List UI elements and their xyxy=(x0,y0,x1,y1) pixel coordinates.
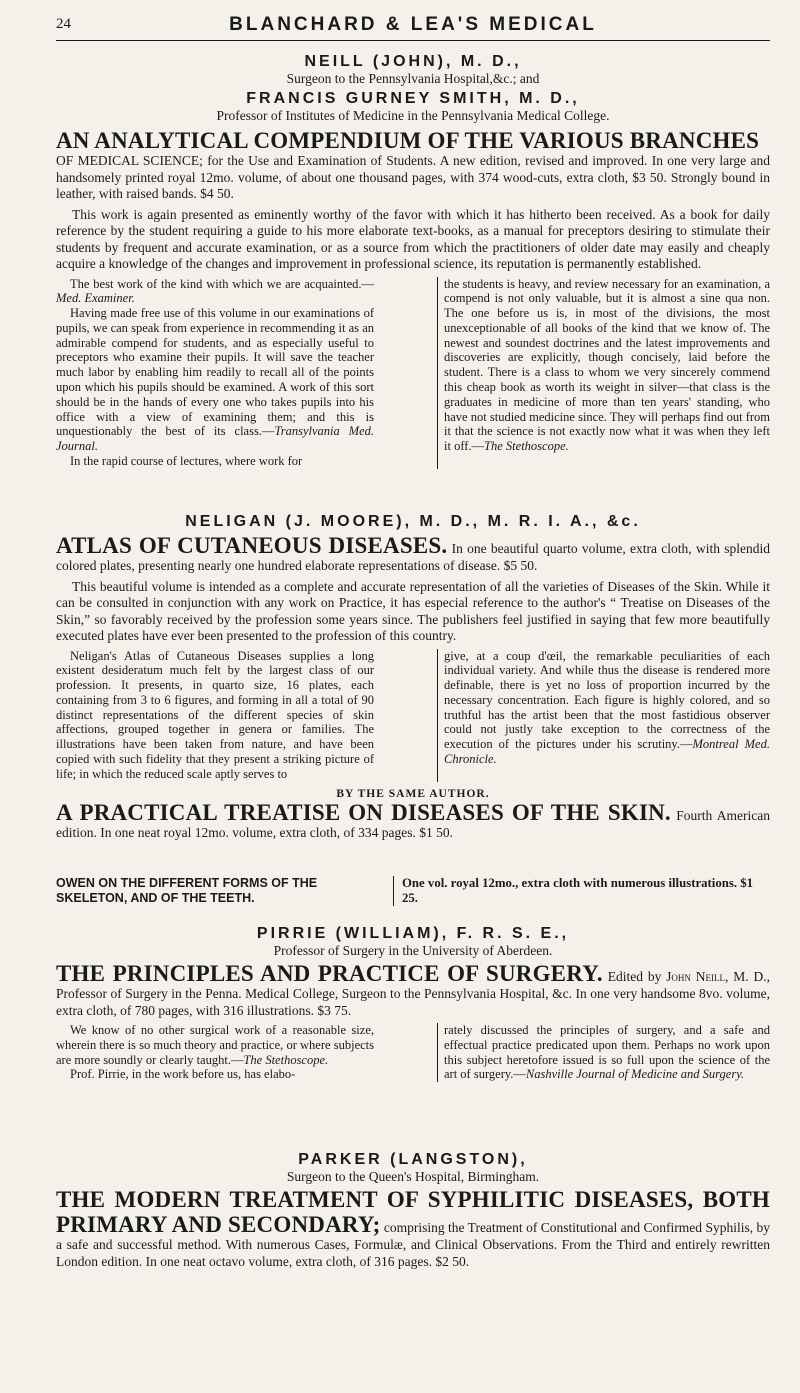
review-columns xyxy=(56,1023,770,1082)
book-title: THE PRINCIPLES AND PRACTICE OF SURGERY. xyxy=(56,961,603,986)
author-affiliation: Surgeon to the Queen's Hospital, Birmingham. xyxy=(286,1169,540,1184)
entry-parker xyxy=(56,1150,770,1270)
review-source: The Stethoscope. xyxy=(243,1052,329,1067)
review-text: We know of no other surgical work of a reasonable size, wherein there is so much theory and practice, or where subjects are more soundly or clearly taught.—The Stethoscope. xyxy=(56,1023,374,1067)
coauthor-affiliation: Professor of Institutes of Medicine in the Pennsylvania Medical College. xyxy=(216,108,610,123)
book-title: OWEN ON THE DIFFERENT FORMS OF THE SKELETON, AND OF THE TEETH. xyxy=(56,876,394,906)
review-columns xyxy=(56,649,770,782)
book-title: ATLAS OF CUTANEOUS DISEASES. xyxy=(56,533,448,558)
running-head xyxy=(56,14,770,41)
review-columns xyxy=(56,277,770,469)
book-title: THE MODERN TREATMENT OF SYPHILITIC DISEASES, BOTH PRIMARY AND SECONDARY; xyxy=(56,1187,770,1237)
same-author-label: BY THE SAME AUTHOR. xyxy=(336,787,490,800)
entry-neligan xyxy=(56,512,770,841)
author-name: PARKER (LANGSTON), xyxy=(298,1151,528,1168)
book-intro: This work is again presented as eminently worthy of the favor with which it has hitherto been received. As a book for daily reference by the student requiring a guide to his more elaborate text-books, as a manual for preceptors desiring to stimulate their students by frequent and accurate examination, or as a source from which the practitioners of older date may easily and cheaply acquire a knowledge of the changes and improvement in professional science, its reputation is permanently established. xyxy=(56,206,770,271)
author-affiliation: Surgeon to the Pennsylvania Hospital,&c.; and xyxy=(286,71,540,86)
review-column-right xyxy=(437,649,770,782)
review-text: Prof. Pirrie, in the work before us, has elabo- xyxy=(70,1067,296,1082)
review-text: In the rapid course of lectures, where work for xyxy=(70,454,303,469)
book-description: OF MEDICAL SCIENCE; for the Use and Examination of Students. A new edition, revised and improved. In one very large and handsomely printed royal 12mo. volume, of about one thousand pages, with 374 wood-cuts, extra cloth, $3 50. Strongly bound in leather, with raised bands. $4 50. xyxy=(56,153,770,201)
review-column-right xyxy=(437,277,770,469)
entry-neill xyxy=(56,52,770,469)
book-intro: This beautiful volume is intended as a complete and accurate representation of all the varieties of Diseases of the Skin. While it can be consulted in conjunction with any work on Practice, it has especial reference to the author's “ Treatise on Diseases of the Skin,” so favorably received by the profession some years since. The publishers feel justified in saying that few more beautifully executed plates have ever been presented to the profession of this country. xyxy=(56,578,770,643)
review-source: Transylvania Med. Journal. xyxy=(56,424,374,454)
author-name: NEILL (JOHN), M. D., xyxy=(304,53,522,70)
book-description: One vol. royal 12mo., extra cloth with numerous illustrations. $1 25. xyxy=(401,876,754,905)
author-name: PIRRIE (WILLIAM), F. R. S. E., xyxy=(256,925,570,942)
book-description: In one beautiful quarto volume, extra cloth, with splendid colored plates, presenting nearly one hundred elaborate representations of disease. $5 50. xyxy=(56,541,770,573)
review-text: the students is heavy, and review necessary for an examination, a compend is not only valuable, but it is almost a sine qua non. The one before us is, in most of the divisions, the most unexceptionable of all books of the kind that we know of. The newest and soundest doctrines and the latest improvements and discoveries are explicitly, though concisely, laid before the student. There is a class to whom we very sincerely commend this cheap book as worth its weight in silver—that class is the graduates in medicine of more than ten years' standing, who have not studied medicine since. They will perhaps find out from it that the science is not exactly now what it was when they left it off.—The Stethoscope. xyxy=(444,276,770,454)
book-description: , M. D., Professor of Surgery in the Penna. Medical College, Surgeon to the Pennsylvania Hospital, &c. In one very handsome 8vo. volume, extra cloth, of 780 pages, with 316 illustrations. $3 75. xyxy=(56,969,770,1018)
review-source: Nashville Journal of Medicine and Surgery. xyxy=(525,1067,745,1082)
review-source: The Stethoscope. xyxy=(484,439,569,454)
author-affiliation: Professor of Surgery in the University of Aberdeen. xyxy=(273,943,553,958)
review-column-left xyxy=(56,649,378,782)
review-column-left xyxy=(56,1023,378,1082)
book-description: comprising the Treatment of Constitutional and Confirmed Syphilis, by a safe and successful method. With numerous Cases, Formulæ, and Clinical Observations. From the Third and entirely rewritten London edition. In one neat octavo volume, extra cloth, of 316 pages. $2 50. xyxy=(56,1220,771,1269)
book-title: AN ANALYTICAL COMPENDIUM OF THE VARIOUS BRANCHES xyxy=(56,128,760,153)
editor-name: John Neill xyxy=(666,969,726,984)
book-title: A PRACTICAL TREATISE ON DISEASES OF THE SKIN. xyxy=(56,799,671,825)
review-column-right xyxy=(437,1023,770,1082)
author-name: NELIGAN (J. MOORE), M. D., M. R. I. A., &c. xyxy=(185,513,641,530)
coauthor-name: FRANCIS GURNEY SMITH, M. D., xyxy=(246,90,580,107)
review-column-left xyxy=(56,277,378,469)
review-text: The best work of the kind with which we are acquainted.—Med. Examiner. xyxy=(56,276,374,306)
review-text: Neligan's Atlas of Cutaneous Diseases supplies a long existent desideratum much felt by the largest class of our profession. It presents, in quarto size, 16 plates, each containing from 3 to 6 figures, and forming in all a total of 90 distinct representations of the different species of skin affections, grouped together in genera or families. The illustrations have been taken from nature, and have been copied with such fidelity that they present a striking picture of life; in which the reduced scale aptly serves to xyxy=(56,648,374,781)
page-number: 24 xyxy=(56,16,71,32)
entry-owen xyxy=(56,876,770,906)
book-description: Fourth American edition. In one neat royal 12mo. volume, extra cloth, of 334 pages. $1 50. xyxy=(56,807,771,840)
running-title: BLANCHARD & LEA'S MEDICAL xyxy=(229,14,597,35)
review-source: Med. Examiner. xyxy=(56,291,135,306)
review-text: Having made free use of this volume in our examinations of pupils, we can speak from experience in recommending it as an admirable compend for students, and as especially useful to preceptors who examine their pupils. It will save the teacher much labor by enabling him readily to recall all of the points upon which his pupils should be examined. A work of this sort should be in the hands of every one who takes pupils into his office with a view of examining them; and this is unquestionably the best of its class.—Transylvania Med. Journal. xyxy=(56,306,374,454)
review-source: Montreal Med. Chronicle. xyxy=(444,737,770,767)
review-text: give, at a coup d'œil, the remarkable peculiarities of each individual variety. And while thus the disease is rendered more definable, there is yet no loss of proportion incurred by the necessary concentration. Each figure is highly colored, and so truthful has the artist been that the most fastidious observer could not justly take exception to the correctness of the execution of the pictures under his scrutiny.—Montreal Med. Chronicle. xyxy=(444,648,770,767)
review-text: rately discussed the principles of surgery, and a safe and effectual practice predicated upon them. Perhaps no work upon this subject heretofore issued is so full upon the science of the art of surgery.—Nashville Journal of Medicine and Surgery. xyxy=(444,1023,770,1082)
entry-pirrie: PIRRIE (WILLIAM), F. R. S. E., Professor of Surgery in the University of Aberdeen. THE PRINCIPLES AND PRACTICE OF SURGERY. Edited by John Neill, M. D., Professor of Surgery in the Penna. Medical College, Surgeon to the Pennsylvania Hospital, &c. In one very handsome 8vo. volume, extra cloth, of 780 pages, with 316 illustrations. $3 75. We know of no other surgical work of a reasonable size, wherein there is so much theory and practice, or where subjects are more soundly or clearly taught.—The Stethoscope. Prof. Pirrie, in the work before us, has elabo- rately discussed the principles of surgery, and a safe and effectual practice predicated upon them. Perhaps no work upon this subject heretofore issued is so full upon the science of the art of surgery.—Nashville Journal of Medicine and Surgery. xyxy=(56,925,770,1082)
